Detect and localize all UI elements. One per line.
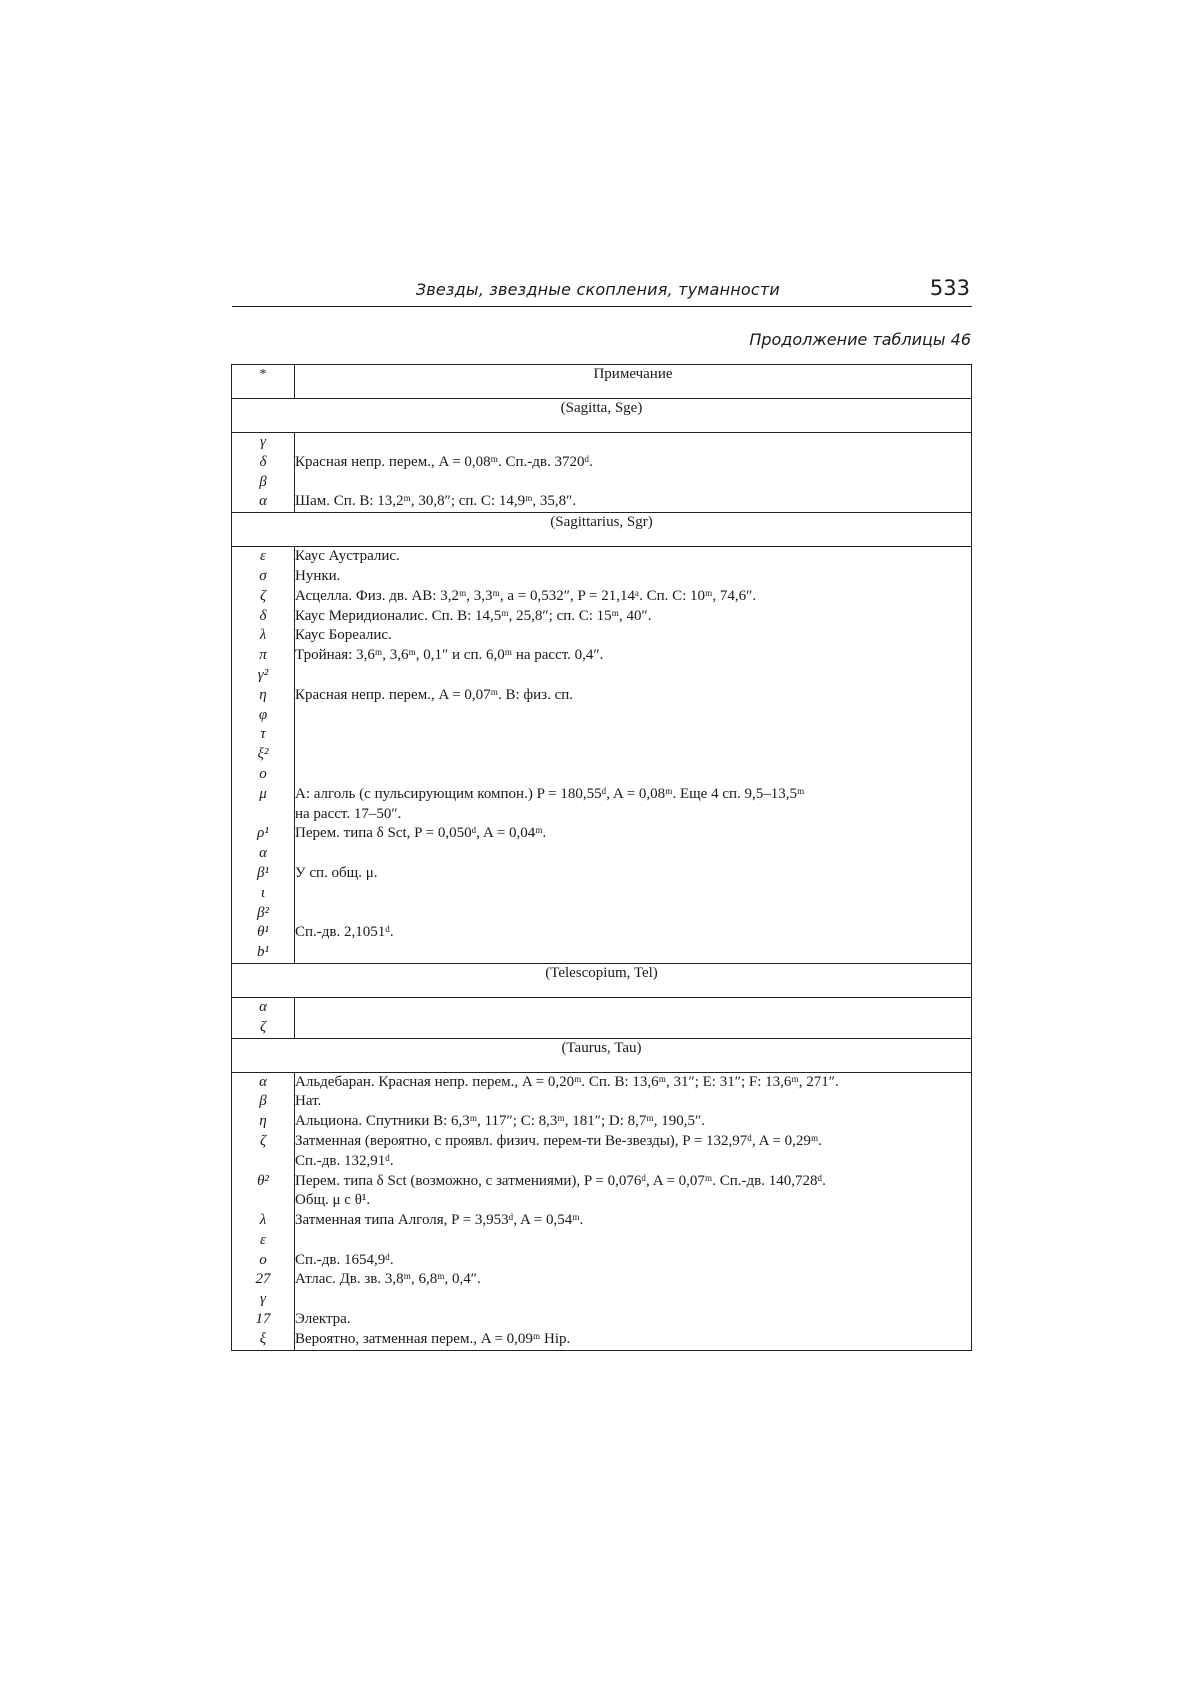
star-notes-cell [295,997,972,1038]
star-symbol: γ [260,434,266,450]
star-note: У сп. общ. μ. [295,864,378,881]
star-symbol: ο [259,765,267,782]
star-symbol: δ [259,607,267,624]
star-note [295,1290,971,1310]
star-symbol: ζ [259,1018,267,1035]
star-note: Шам. Сп. B: 13,2ᵐ, 30,8″; сп. C: 14,9ᵐ, 35,8″. [295,493,577,510]
star-symbols-cell [232,433,295,513]
star-note: Общ. μ с θ¹. [295,1192,371,1209]
star-note: A: алголь (с пульсирующим компон.) P = 180,55ᵈ, A = 0,08ᵐ. Еще 4 сп. 9,5–13,5ᵐ [295,785,805,802]
constellation-stars-block [232,547,972,964]
star-symbol: η [259,1113,267,1130]
star-symbol: λ [259,1212,267,1229]
table-header-row [232,365,972,399]
star-symbols-cell [232,997,295,1038]
star-symbols-cell [232,1072,295,1350]
star-note: Нунки. [295,567,341,584]
star-note: Альдебаран. Красная непр. перем., A = 0,20ᵐ. Сп. B: 13,6ᵐ, 31″; E: 31″; F: 13,6ᵐ, 271″. [295,1073,839,1090]
table-body [232,399,972,1351]
star-symbol: σ [259,567,267,584]
star-note [295,884,971,904]
star-symbol: b¹ [257,944,269,961]
star-symbol: μ [259,785,267,802]
star-symbol [232,1191,294,1211]
star-note: на расст. 17–50″. [295,805,402,822]
star-note [295,433,971,453]
running-head [232,276,972,307]
star-note: Красная непр. перем., A = 0,07ᵐ. B: физ. сп. [295,686,574,703]
star-note: Сп.-дв. 2,1051ᵈ. [295,924,394,941]
star-symbol: ζ [259,1132,267,1149]
star-symbol: ζ [259,587,267,604]
constellation-row [232,399,972,433]
star-symbol: γ [260,1291,266,1308]
constellation-stars-block [232,433,972,513]
star-symbol [232,1152,294,1172]
column-header-star: * [232,365,295,399]
star-note [295,725,971,745]
table-continuation-caption: Продолжение таблицы 46 [749,330,971,349]
constellation-stars-block [232,997,972,1038]
star-symbol: ρ¹ [257,825,269,842]
star-note [295,1018,971,1038]
star-note [295,1231,971,1251]
constellation-name: (Sagitta, Sge) [232,399,972,433]
star-note: Тройная: 3,6ᵐ, 3,6ᵐ, 0,1″ и сп. 6,0ᵐ на расст. 0,4″. [295,647,604,664]
star-note: Сп.-дв. 1654,9ᵈ. [295,1251,394,1268]
star-note [295,706,971,726]
star-symbol: 17 [255,1311,271,1328]
star-symbol: φ [258,706,268,723]
star-symbols-cell [232,547,295,964]
star-symbol: η [259,686,267,703]
star-note: Атлас. Дв. зв. 3,8ᵐ, 6,8ᵐ, 0,4″. [295,1271,481,1288]
constellation-row [232,963,972,997]
star-symbol: α [259,998,267,1015]
star-notes-cell [295,547,972,964]
star-note [295,844,971,864]
constellation-stars-block [232,1072,972,1350]
star-notes-cell [295,433,972,513]
star-symbol: τ [260,726,266,743]
star-note: Затменная типа Алголя, P = 3,953ᵈ, A = 0,54ᵐ. [295,1212,584,1229]
star-symbol: α [259,845,267,862]
star-symbol: π [259,647,267,664]
star-symbol: ε [260,1231,266,1248]
star-note [295,998,971,1018]
star-symbol: α [259,493,267,510]
star-note [295,666,971,686]
star-note [295,904,971,924]
page-number: 533 [929,276,970,300]
star-note [295,745,971,765]
star-note: Каус Бореалис. [295,627,392,644]
constellation-row [232,513,972,547]
star-note: Красная непр. перем., A = 0,08ᵐ. Сп.-дв. 3720ᵈ. [295,453,593,470]
star-symbol: ξ² [257,746,269,763]
star-symbol: β¹ [257,864,269,881]
star-symbol: γ² [257,666,269,683]
star-symbol: θ² [257,1172,269,1189]
constellation-row [232,1038,972,1072]
star-symbol: β² [257,904,269,921]
star-note [295,473,971,493]
star-symbol [232,805,294,825]
star-symbol: ο [259,1251,267,1268]
constellation-name: (Telescopium, Tel) [232,963,972,997]
star-note [295,765,971,785]
star-note: Альциона. Спутники B: 6,3ᵐ, 117″; C: 8,3ᵐ, 181″; D: 8,7ᵐ, 190,5″. [295,1113,705,1130]
star-note: Каус Меридионалис. Сп. B: 14,5ᵐ, 25,8″; сп. C: 15ᵐ, 40″. [295,607,652,624]
star-note: Перем. типа δ Sct (возможно, с затмениями), P = 0,076ᵈ, A = 0,07ᵐ. Сп.-дв. 140,728ᵈ. [295,1172,826,1189]
star-note: Сп.-дв. 132,91ᵈ. [295,1152,394,1169]
star-symbol: α [259,1073,267,1090]
star-note: Каус Аустралис. [295,548,400,565]
constellation-name: (Taurus, Tau) [232,1038,972,1072]
star-symbol: β [259,473,267,490]
star-symbol: ι [260,884,266,901]
star-note: Нат. [295,1093,322,1110]
star-symbol: λ [259,627,267,644]
star-note: Асцелла. Физ. дв. AB: 3,2ᵐ, 3,3ᵐ, a = 0,532″, P = 21,14ᵃ. Сп. C: 10ᵐ, 74,6″. [295,587,757,604]
star-note: Затменная (вероятно, с проявл. физич. перем-ти Be-звезды), P = 132,97ᵈ, A = 0,29ᵐ. [295,1132,822,1149]
star-notes-cell [295,1072,972,1350]
star-note: Вероятно, затменная перем., A = 0,09ᵐ Hip. [295,1330,571,1347]
column-header-note: Примечание [295,365,972,399]
star-symbol: δ [259,453,267,470]
star-symbol: ε [260,548,266,565]
star-symbol: β [259,1093,267,1110]
stars-table [231,364,972,1351]
star-symbol: 27 [255,1271,271,1288]
star-note [295,943,971,963]
star-symbol: ξ [259,1330,267,1347]
constellation-name: (Sagittarius, Sgr) [232,513,972,547]
star-note: Электра. [295,1311,351,1328]
star-symbol: θ¹ [257,924,269,941]
star-note: Перем. типа δ Sct, P = 0,050ᵈ, A = 0,04ᵐ. [295,825,547,842]
running-title: Звезды, звездные скопления, туманности [415,280,780,299]
